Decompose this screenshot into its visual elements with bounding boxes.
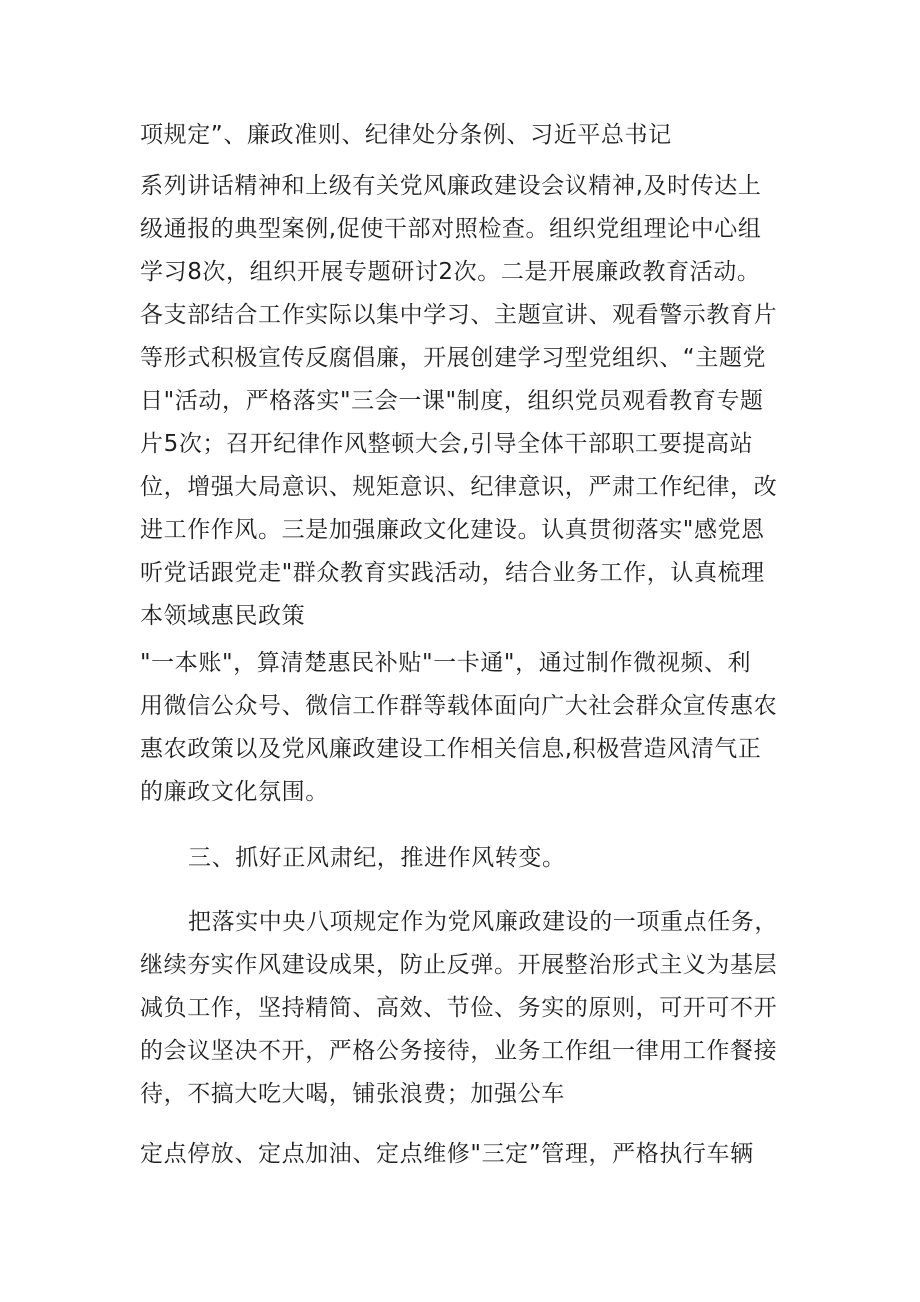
text-line-22: 待，不搞大吃大喝，铺张浪费；加强公车	[140, 1081, 565, 1107]
text-line-11: 听党话跟党走"群众教育实践活动，结合业务工作，认真梳理	[140, 560, 765, 586]
text-line-19: 继续夯实作风建设成果，防止反弹。开展整治形式主义为基层	[140, 952, 778, 978]
text-line-16: 的廉政文化氛围。	[140, 779, 329, 805]
text-line-6: 等形式积极宣传反腐倡廉，开展创建学习型党组织、“主题党	[140, 345, 767, 371]
text-line-23: 定点停放、定点加油、定点维修"三定”管理，严格执行车辆	[140, 1141, 754, 1167]
text-line-9: 位，增强大局意识、规矩意识、纪律意识，严肃工作纪律，改	[140, 474, 778, 500]
text-line-18: 把落实中央八项规定作为党风廉政建设的一项重点任务，	[188, 909, 778, 935]
text-line-3: 级通报的典型案例,促使干部对照检查。组织党组理论中心组	[140, 216, 762, 242]
text-line-2: 系列讲话精神和上级有关党风廉政建设会议精神,及时传达上	[140, 173, 762, 199]
text-line-14: 用微信公众号、微信工作群等载体面向广大社会群众宣传惠农	[140, 693, 778, 719]
text-line-1: 项规定”、廉政准则、纪律处分条例、习近平总书记	[140, 122, 672, 148]
text-line-12: 本领域惠民政策	[140, 603, 306, 629]
text-line-8: 片5次；召开纪律作风整顿大会,引导全体干部职工要提高站	[140, 431, 754, 457]
text-line-7: 日"活动，严格落实"三会一课"制度，组织党员观看教育专题	[140, 388, 764, 414]
section-heading: 三、抓好正风肃纪，推进作风转变。	[188, 845, 566, 871]
text-line-4: 学习8次，组织开展专题研讨2次。二是开展廉政教育活动。	[140, 259, 761, 285]
text-line-10: 进工作作风。三是加强廉政文化建设。认真贯彻落实"感党恩	[140, 517, 765, 543]
text-line-20: 减负工作，坚持精简、高效、节俭、务实的原则，可开可不开	[140, 995, 778, 1021]
text-line-21: 的会议坚决不开，严格公务接待，业务工作组一律用工作餐接	[140, 1038, 778, 1064]
text-line-5: 各支部结合工作实际以集中学习、主题宣讲、观看警示教育片	[140, 302, 778, 328]
text-line-15: 惠农政策以及党风廉政建设工作相关信息,积极营造风清气正	[140, 736, 762, 762]
text-line-13: "一本账"，算清楚惠民补贴"一卡通"，通过制作微视频、利	[140, 650, 752, 676]
